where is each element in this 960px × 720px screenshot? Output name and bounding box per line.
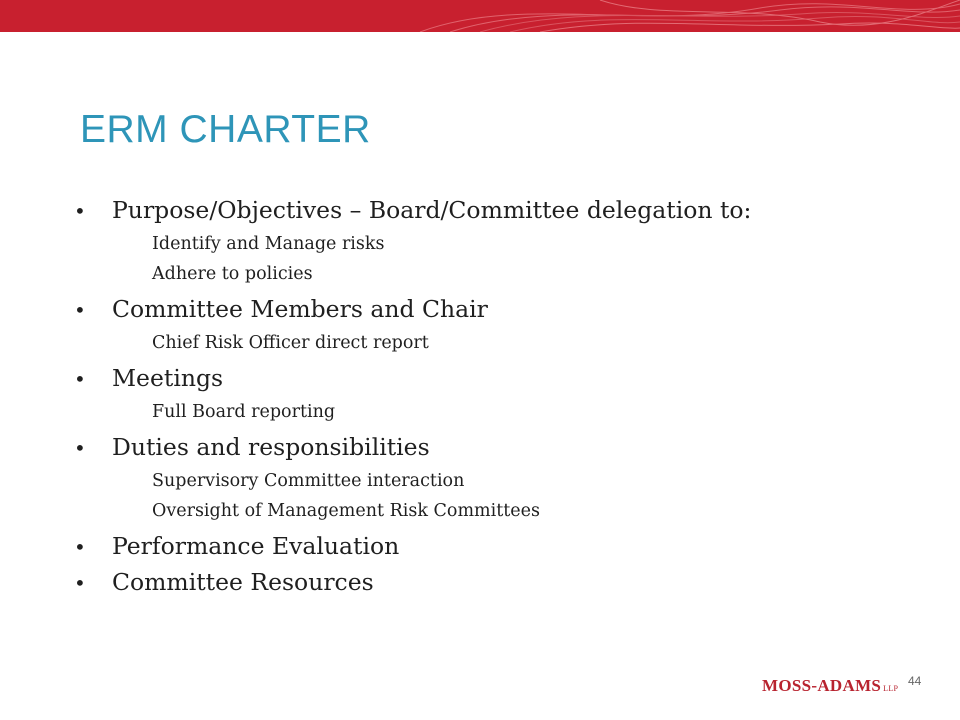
bullet-item [72,193,912,289]
bullet-item [72,430,912,526]
bullet-dot-icon: • [74,367,86,391]
sub-item: Supervisory Committee interaction [152,471,465,491]
bullet-text: Committee Members and Chair [112,295,488,323]
bullet-dot-icon: • [74,436,86,460]
bullet-dot-icon: • [74,571,86,595]
page-number: 44 [908,674,922,688]
slide-title: ERM CHARTER [80,108,371,151]
sub-item: Oversight of Management Risk Committees [152,501,540,521]
bullet-item [72,361,912,427]
bullet-list [72,193,912,601]
bullet-dot-icon: • [74,535,86,559]
bullet-item [72,565,912,601]
bullet-text: Committee Resources [112,568,374,596]
decorative-wave-lines [0,0,960,32]
bullet-item [72,529,912,565]
sub-item: Chief Risk Officer direct report [152,333,429,353]
bullet-text: Purpose/Objectives – Board/Committee delegation to: [112,196,752,224]
bullet-text: Duties and responsibilities [112,433,430,461]
logo-suffix: LLP [883,684,899,693]
company-logo [762,676,898,696]
bullet-item [72,292,912,358]
bullet-text: Performance Evaluation [112,532,400,560]
sub-item: Full Board reporting [152,402,336,422]
bullet-text: Meetings [112,364,224,392]
bullet-dot-icon: • [74,199,86,223]
header-band [0,0,960,32]
sub-item: Identify and Manage risks [152,234,385,254]
bullet-dot-icon: • [74,298,86,322]
sub-item: Adhere to policies [152,264,313,284]
logo-text: MOSS-ADAMS [762,676,882,695]
